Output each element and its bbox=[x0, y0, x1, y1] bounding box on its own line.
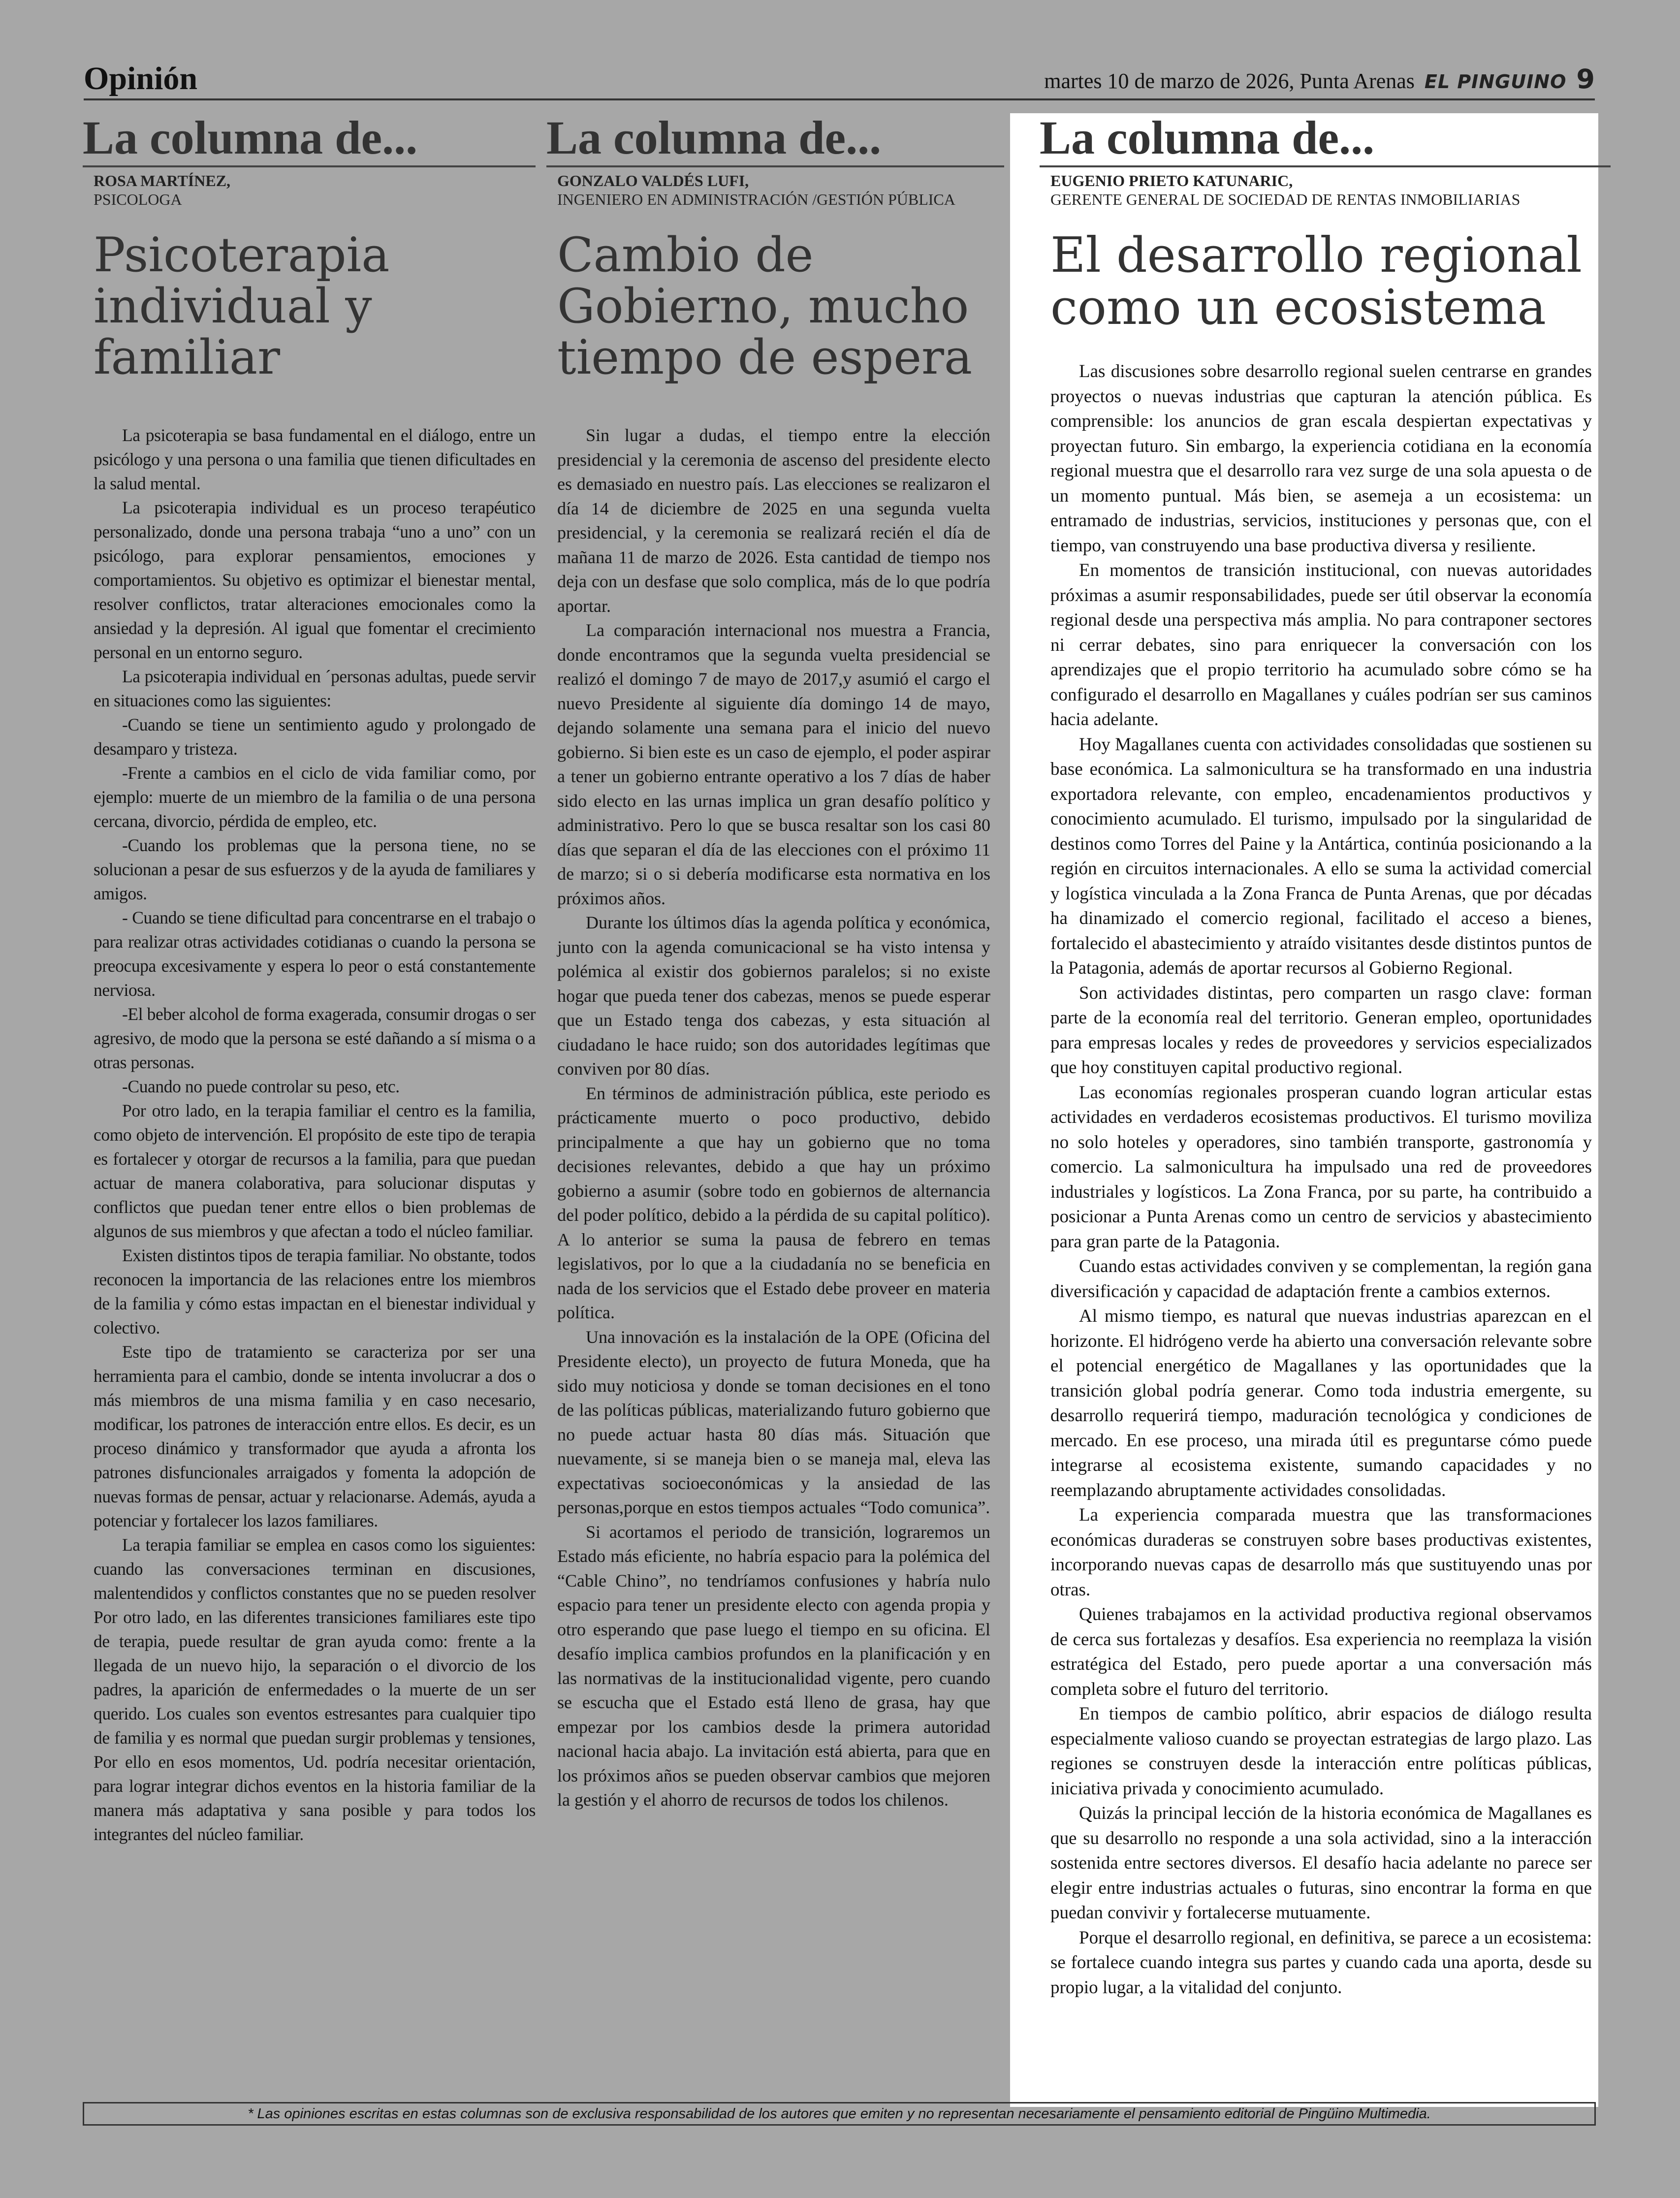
paragraph: -Frente a cambios en el ciclo de vida familiar como, por ejemplo: muerte de un miembro de la familia o de una persona cercana, divorcio, pérdida de empleo, etc. bbox=[94, 763, 536, 831]
paragraph: En tiempos de cambio político, abrir espacios de diálogo resulta especialmente valioso cuando se proyectan estrategias de largo plazo. Las regiones se construyen desde la interacción entre políticas públicas, iniciativa privada y conocimiento acumulado. bbox=[1050, 1704, 1592, 1799]
paragraph: Quienes trabajamos en la actividad productiva regional observamos de cerca sus fortalezas y desafíos. Esa experiencia no reemplaza la visión estratégica del Estado, pero puede aportar a una conversación más completa sobre el futuro del territorio. bbox=[1050, 1604, 1592, 1699]
paragraph: Sin lugar a dudas, el tiempo entre la elección presidencial y la ceremonia de ascenso del presidente electo es demasiado en nuestro país. Las elecciones se realizaron el día 14 de diciembre de 2025 en una segunda vuelta presidencial, y la ceremonia se realizará recién el día de mañana 11 de marzo de 2026. Esta cantidad de tiempo nos deja con un desfase que solo complica, más de lo que podría aportar. bbox=[557, 425, 990, 616]
column-kicker: La columna de... bbox=[546, 113, 1004, 167]
opinion-column-3 bbox=[1010, 113, 1598, 2107]
paragraph: Cuando estas actividades conviven y se complementan, la región gana diversificación y capacidad de adaptación frente a cambios externos. bbox=[1050, 1256, 1592, 1302]
paragraph: La psicoterapia se basa fundamental en el diálogo, entre un psicólogo y una persona o una familia que tienen dificultades en la salud mental. bbox=[94, 425, 536, 493]
paragraph: Son actividades distintas, pero comparten un rasgo clave: forman parte de la economía real del territorio. Generan empleo, oportunidades para empresas locales y redes de proveedores y servicios especializados que hoy constituyen capital productivo regional. bbox=[1050, 983, 1592, 1078]
paragraph: Durante los últimos días la agenda política y económica, junto con la agenda comunicacional se ha visto intensa y polémica al existir dos gobiernos paralelos; si no existe hogar que pueda tener dos cabezas, menos se puede esperar que un Estado tenga dos cabezas, y esta situación al ciudadano le hace ruido; son dos autoridades legítimas que conviven por 80 días. bbox=[557, 913, 990, 1079]
article-title: Cambio de Gobierno, mucho tiempo de espera bbox=[557, 227, 973, 385]
section-title: Opinión bbox=[84, 61, 198, 96]
article-title: El desarrollo regional como un ecosistema bbox=[1050, 227, 1582, 336]
author-name: EUGENIO PRIETO KATUNARIC, bbox=[1050, 172, 1293, 190]
dateline bbox=[1044, 64, 1595, 95]
column-kicker: La columna de... bbox=[1040, 113, 1611, 167]
author-role: INGENIERO EN ADMINISTRACIÓN /GESTIÓN PÚBLICA bbox=[557, 191, 955, 208]
author-block bbox=[557, 171, 1004, 209]
paragraph: -Cuando los problemas que la persona tiene, no se solucionan a pesar de sus esfuerzos y de la ayuda de familiares y amigos. bbox=[94, 835, 536, 903]
article-body bbox=[557, 423, 990, 1813]
paragraph: -Cuando se tiene un sentimiento agudo y prolongado de desamparo y tristeza. bbox=[94, 715, 536, 759]
paragraph: La terapia familiar se emplea en casos como los siguientes: cuando las conversaciones terminan en discusiones, malentendidos y conflictos constantes que no se pueden resolver Por otro lado, en las diferentes transiciones familiares este tipo de terapia, puede resultar de gran ayuda como: frente a la llegada de un nuevo hijo, la separación o el divorcio de los padres, la aparición de enfermedades o la muerte de un ser querido. Los cuales son eventos estresantes para cualquier tipo de familia y es normal que puedan surgir problemas y tensiones, Por ello en esos momentos, Ud. podría necesitar orientación, para lograr integrar dichos eventos en la historia familiar de la manera más adaptativa y sana posible y para todos los integrantes del núcleo familiar. bbox=[94, 1535, 536, 1844]
author-block bbox=[1050, 171, 1611, 209]
newspaper-brand: EL PINGUINO bbox=[1424, 71, 1567, 93]
paragraph: La psicoterapia individual es un proceso terapéutico personalizado, donde una persona trabaja “uno a uno” con un psicólogo, para explorar pensamientos, emociones y comportamientos. Su objetivo es optimizar el bienestar mental, resolver conflictos, tratar alteraciones emocionales como la ansiedad y la depresión. Al igual que fomentar el crecimiento personal en un entorno seguro. bbox=[94, 498, 536, 662]
disclaimer-footer: * Las opiniones escritas en estas columnas son de exclusiva responsabilidad de los autores que emiten y no representan necesariamente el pensamiento editorial de Pingüino Multimedia. bbox=[83, 2102, 1596, 2126]
paragraph: Las discusiones sobre desarrollo regional suelen centrarse en grandes proyectos o nuevas industrias que capturan la atención pública. Es comprensible: los anuncios de gran escala despiertan expectativas y proyectan futuro. Sin embargo, la experiencia cotidiana en la economía regional muestra que el desarrollo rara vez surge de una sola apuesta o de un momento puntual. Más bien, se asemeja a un ecosistema: un entramado de industrias, servicios, instituciones y personas que, con el tiempo, van construyendo una base productiva diversa y resiliente. bbox=[1050, 361, 1592, 556]
page-header bbox=[84, 59, 1595, 100]
paragraph: -El beber alcohol de forma exagerada, consumir drogas o ser agresivo, de modo que la persona se esté dañando a sí misma o a otras personas. bbox=[94, 1004, 536, 1072]
paragraph: Si acortamos el periodo de transición, lograremos un Estado más eficiente, no habría espacio para la polémica del “Cable Chino”, no tendríamos confusiones y habría nulo espacio para tener un presidente electo con agenda propia y otro esperando que pase luego el tiempo en su oficina. El desafío implica cambios profundos en la planificación y en las normativas de la institucionalidad vigente, pero cuando se escucha que el Estado está lleno de grasa, hay que empezar por los cambios desde la primera autoridad nacional hacia abajo. La invitación está abierta, para que en los próximos años se pueden observar cambios que mejoren la gestión y el ahorro de recursos de todos los chilenos. bbox=[557, 1522, 990, 1810]
author-name: GONZALO VALDÉS LUFI, bbox=[557, 172, 749, 190]
paragraph: La comparación internacional nos muestra a Francia, donde encontramos que la segunda vuelta presidencial se realizó el domingo 7 de mayo de 2017,y asumió el cargo el nuevo Presidente al siguiente día domingo 14 de mayo, dejando solamente una semana para el inicio del nuevo gobierno. Si bien este es un caso de ejemplo, el poder aspirar a tener un gobierno entrante operativo a los 7 días de haber sido electo en las urnas implica un gran desafío político y administrativo. Pero lo que se busca resaltar son los casi 80 días que separan el día de las elecciones con el próximo 11 de marzo; si o si debería modificarse esta normativa en los próximos años. bbox=[557, 620, 990, 908]
paragraph: Las economías regionales prosperan cuando logran articular estas actividades en verdaderos ecosistemas productivos. El turismo moviliza no solo hoteles y operadores, sino también transporte, gastronomía y comercio. La salmonicultura ha impulsado una red de proveedores industriales y logísticos. La Zona Franca, por su parte, ha contribuido a posicionar a Punta Arenas como un centro de servicios y abastecimiento para gran parte de la Patagonia. bbox=[1050, 1082, 1592, 1252]
paragraph: -Cuando no puede controlar su peso, etc. bbox=[122, 1077, 400, 1096]
paragraph: Porque el desarrollo regional, en definitiva, se parece a un ecosistema: se fortalece cuando integra sus partes y cuando cada una aporta, desde su propio lugar, a la vitalidad del conjunto. bbox=[1050, 1927, 1592, 1998]
paragraph: Este tipo de tratamiento se caracteriza por ser una herramienta para el cambio, donde se intenta involucrar a dos o más miembros de una misma familia y en caso necesario, modificar, los patrones de interacción entre ellos. Es decir, es un proceso dinámico y transformador que ayuda a afronta los patrones disfuncionales arraigados y fomenta la adopción de nuevas formas de pensar, actuar y relacionarse. Además, ayuda a potenciar y fortalecer los lazos familiares. bbox=[94, 1342, 536, 1530]
paragraph: - Cuando se tiene dificultad para concentrarse en el trabajo o para realizar otras actividades cotidianas o cuando la persona se preocupa excesivamente y espera lo peor o está constantemente nerviosa. bbox=[94, 908, 536, 1000]
paragraph: Hoy Magallanes cuenta con actividades consolidadas que sostienen su base económica. La salmonicultura se ha transformado en una industria exportadora relevante, con empleo, encadenamientos productivos y conocimiento acumulado. El turismo, impulsado por la singularidad de destinos como Torres del Paine y la Antártica, continúa posicionando a la región en circuitos internacionales. A ello se suma la actividad comercial y logística vinculada a la Zona Franca de Punta Arenas, que por décadas ha dinamizado el comercio regional, facilitado el acceso a bienes, fortalecido el abastecimiento y atraído visitantes desde distintos puntos de la Patagonia, además de aportar recursos al Gobierno Regional. bbox=[1050, 734, 1592, 978]
page-number: 9 bbox=[1576, 64, 1595, 95]
paragraph: En términos de administración pública, este periodo es prácticamente muerto o poco productivo, debido principalmente a que hay un gobierno que no toma decisiones relevantes, debido a que hay un próximo gobierno a asumir (sobre todo en gobiernos de alternancia del poder político, debido a la pérdida de su capital político). A lo anterior se suma la pausa de febrero en temas legislativos, por lo que a la ciudadanía no se beneficia en nada de los servicios que el Estado debe proveer en materia política. bbox=[557, 1083, 990, 1322]
author-block bbox=[94, 171, 536, 209]
author-role: GERENTE GENERAL DE SOCIEDAD DE RENTAS INMOBILIARIAS bbox=[1050, 191, 1521, 208]
author-role: PSICOLOGA bbox=[94, 191, 182, 208]
column-kicker: La columna de... bbox=[83, 113, 536, 167]
article-body bbox=[94, 423, 536, 1847]
opinion-column-2 bbox=[546, 113, 1004, 1813]
opinion-column-1 bbox=[83, 113, 536, 1847]
paragraph: La psicoterapia individual en ´personas adultas, puede servir en situaciones como las siguientes: bbox=[94, 667, 536, 710]
paragraph: Al mismo tiempo, es natural que nuevas industrias aparezcan en el horizonte. El hidrógeno verde ha abierto una conversación relevante sobre el potencial energético de Magallanes y las oportunidades que la transición global podría generar. Como toda industria emergente, su desarrollo requerirá tiempo, maduración tecnológica y condiciones de mercado. En ese proceso, una mirada útil es preguntarse cómo puede integrarse al ecosistema existente, sumando capacidades y no reemplazando abruptamente actividades consolidadas. bbox=[1050, 1306, 1592, 1500]
paragraph: Por otro lado, en la terapia familiar el centro es la familia, como objeto de intervención. El propósito de este tipo de terapia es fortalecer y otorgar de recursos a la familia, para que puedan actuar de manera colaborativa, para solucionar disputas y conflictos que puedan tener entre ellos o bien problemas de algunos de sus miembros y que afectan a todo el núcleo familiar. bbox=[94, 1101, 536, 1241]
article-body bbox=[1050, 359, 1592, 2000]
date-place: martes 10 de marzo de 2026, Punta Arenas bbox=[1044, 69, 1415, 93]
paragraph: La experiencia comparada muestra que las transformaciones económicas duraderas se construyen sobre bases productivas existentes, incorporando nuevas capas de desarrollo más que sustituyendo unas por otras. bbox=[1050, 1505, 1592, 1600]
paragraph: Existen distintos tipos de terapia familiar. No obstante, todos reconocen la importancia de las relaciones entre los miembros de la familia y cómo estas impactan en el bienestar individual y colectivo. bbox=[94, 1245, 536, 1338]
paragraph: Una innovación es la instalación de la OPE (Oficina del Presidente electo), un proyecto de futura Moneda, que ha sido muy noticiosa y donde se toman decisiones en el tono de las políticas públicas, materializando futuro gobierno que no puede actuar hasta 80 días más. Situación que nuevamente, si se maneja bien o se maneja mal, eleva las expectativas socioeconómicas y la ansiedad de las personas,porque en estos tiempos actuales “Todo comunica”. bbox=[557, 1327, 990, 1517]
article-title: Psicoterapia individual y familiar bbox=[94, 227, 390, 385]
paragraph: En momentos de transición institucional, con nuevas autoridades próximas a asumir responsabilidades, puede ser útil observar la economía regional desde una perspectiva más amplia. No para contraponer sectores ni cerrar debates, sino para enriquecer la conversación con los aprendizajes que el propio territorio ha acumulado sobre cómo se ha configurado el desarrollo en Magallanes y cuáles podrían ser sus caminos hacia adelante. bbox=[1050, 560, 1592, 730]
paragraph: Quizás la principal lección de la historia económica de Magallanes es que su desarrollo no responde a una sola actividad, sino a la interacción sostenida entre sectores diversos. El desafío hacia adelante no parece ser elegir entre industrias actuales o futuras, sino encontrar la forma en que puedan convivir y fortalecerse mutuamente. bbox=[1050, 1803, 1592, 1923]
author-name: ROSA MARTÍNEZ, bbox=[94, 172, 231, 190]
